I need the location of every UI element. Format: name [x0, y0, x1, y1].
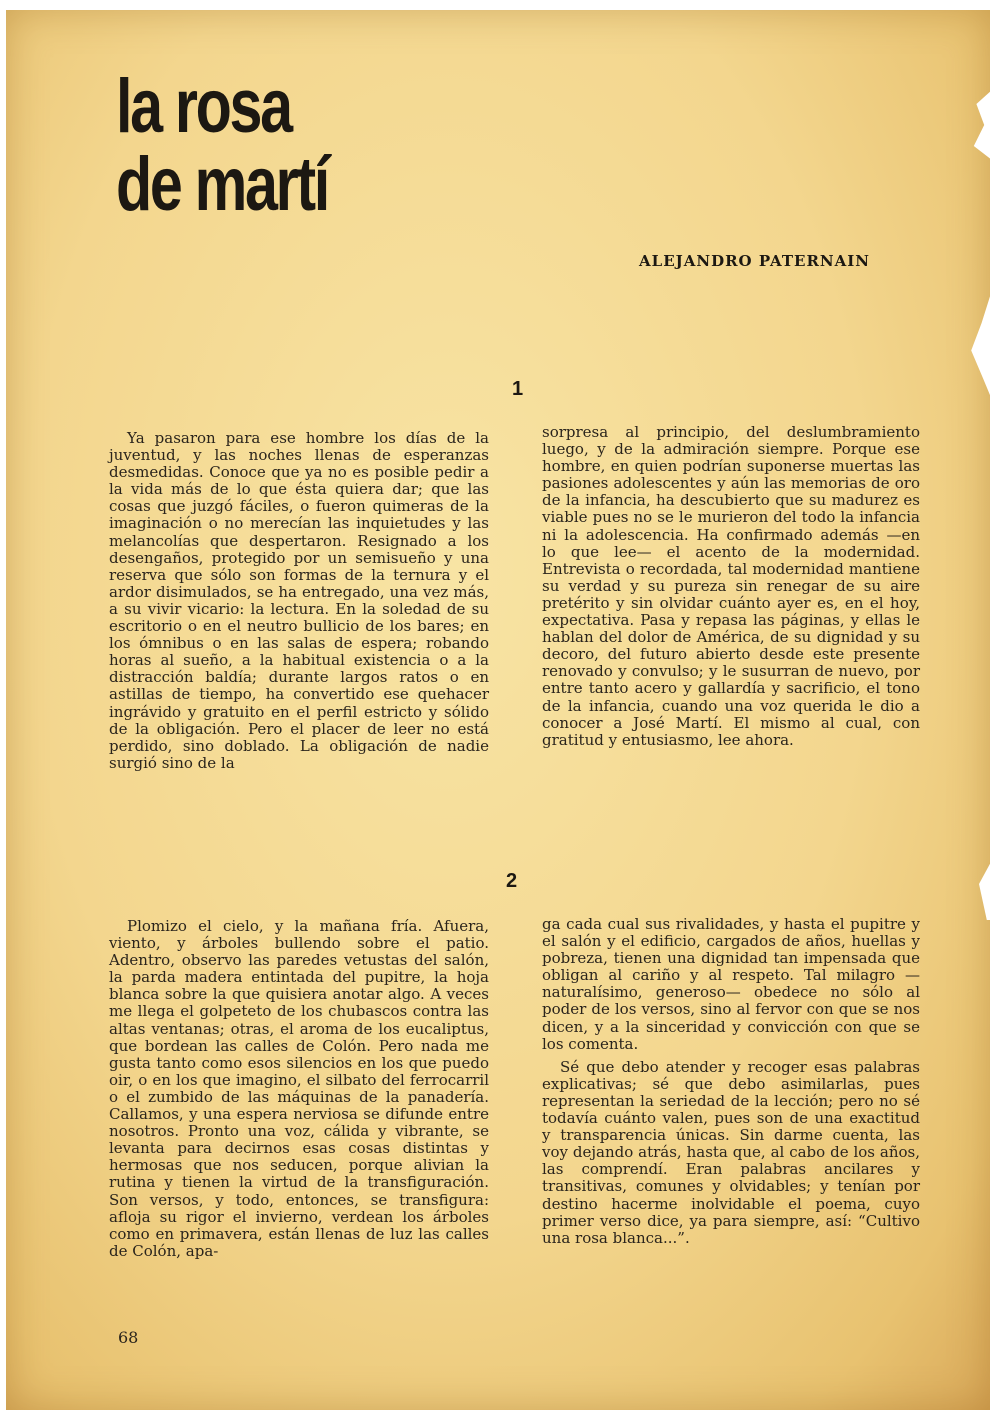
article-title: [116, 64, 328, 227]
section-2-column-2: [542, 916, 920, 1247]
section-1-column-2: [542, 424, 920, 749]
section-number-1: 1: [512, 378, 524, 400]
title-line-2: de martí: [116, 142, 328, 227]
page-tear-edge: [966, 290, 990, 400]
author-name: ALEJANDRO PATERNAIN: [639, 252, 870, 270]
page-tear-edge: [966, 90, 990, 160]
paragraph: Plomizo el cielo, y la mañana fría. Afuera, viento, y árboles bullendo sobre el patio. Adentro, observo las paredes vetustas del salón, la parda madera entintada del pupitre, la hoja blanca sobre la que quisiera anotar algo. A veces me llega el golpeteto de los chubascos contra las altas ventanas; otras, el aroma de los eucaliptus, que bordean las calles de Colón. Pero nada me gusta tanto como esos silencios en los que puedo oir, o en los que imagino, el silbato del ferrocarril o el zumbido de las máquinas de la panadería. Callamos, y una espera nerviosa se difunde entre nosotros. Pronto una voz, cálida y vibrante, se levanta para decirnos esas cosas distintas y hermosas que nos seducen, porque alivian la rutina y tienen la virtud de la transfiguración. Son versos, y todo, entonces, se transfigura: afloja su rigor el invierno, verdean los árboles como en primavera, están llenas de luz las calles de Colón, apa-: [109, 917, 489, 1260]
section-1-column-1: [109, 430, 489, 772]
section-2-column-1: [109, 918, 489, 1260]
paragraph: ga cada cual sus rivalidades, y hasta el pupitre y el salón y el edificio, cargados de años, huellas y pobreza, tienen una dignidad tan impensada que obligan al cariño y al respeto. Tal milagro —naturalísimo, generoso— obedece no sólo al poder de los versos, sino al fervor con que se nos dicen, y a la sinceridad y convicción con que se los comenta.: [542, 915, 920, 1053]
paragraph: Ya pasaron para ese hombre los días de la juventud, y las noches llenas de esperanzas desmedidas. Conoce que ya no es posible pedir a la vida más de lo que ésta quiera dar; que las cosas que juzgó fáciles, o fueron quimeras de la imaginación o no merecían las inquietudes y las melancolías que despertaron. Resignado a los desengaños, protegido por un semisueño y una reserva que sólo son formas de la ternura y el ardor disimulados, se ha entregado, una vez más, a su vivir vicario: la lectura. En la soledad de su escritorio o en el neutro bullicio de los bares; en los ómnibus o en las salas de espera; robando horas al sueño, a la habitual existencia o a la distracción baldía; durante largos ratos o en astillas de tiempo, ha convertido ese quehacer ingrávido y gratuito en el perfil estricto y sólido de la obligación. Pero el placer de leer no está perdido, sino doblado. La obligación de nadie surgió sino de la: [109, 429, 489, 772]
page-number: 68: [118, 1328, 139, 1347]
magazine-page: [6, 10, 990, 1410]
title-line-1: la rosa: [116, 64, 291, 149]
paragraph: sorpresa al principio, del deslumbramiento luego, y de la admiración siempre. Porque ese hombre, en quien podrían suponerse muertas las pasiones adolescentes y aún las memorias de oro de la infancia, ha descubierto que su madurez es viable pues no se le murieron del todo la infancia ni la adolescencia. Ha confirmado además —en lo que lee— el acento de la modernidad. Entrevista o recordada, tal modernidad mantiene su verdad y su pureza sin renegar de su aire pretérito y sin olvidar cuánto ayer es, en el hoy, expectativa. Pasa y repasa las páginas, y ellas le hablan del dolor de América, de su dignidad y su decoro, del futuro abierto desde este presente renovado y convulso; y le susurran de nuevo, por entre tanto acero y gallardía y sacrificio, el tono de la infancia, cuando una voz querida le dio a conocer a José Martí. El mismo al cual, con gratitud y entusiasmo, lee ahora.: [542, 423, 920, 749]
page-tear-edge: [966, 860, 990, 920]
paragraph: Sé que debo atender y recoger esas palabras explicativas; sé que debo asimilarlas, pues representan la seriedad de la lección; pero no sé todavía cuánto valen, pues son de una exactitud y transparencia únicas. Sin darme cuenta, las voy dejando atrás, hasta que, al cabo de los años, las comprendí. Eran palabras ancilares y transitivas, comunes y olvidables; y tenían por destino hacerme inolvidable el poema, cuyo primer verso dice, ya para siempre, así: “Cultivo una rosa blanca...”.: [542, 1057, 920, 1247]
section-number-2: 2: [506, 870, 518, 892]
